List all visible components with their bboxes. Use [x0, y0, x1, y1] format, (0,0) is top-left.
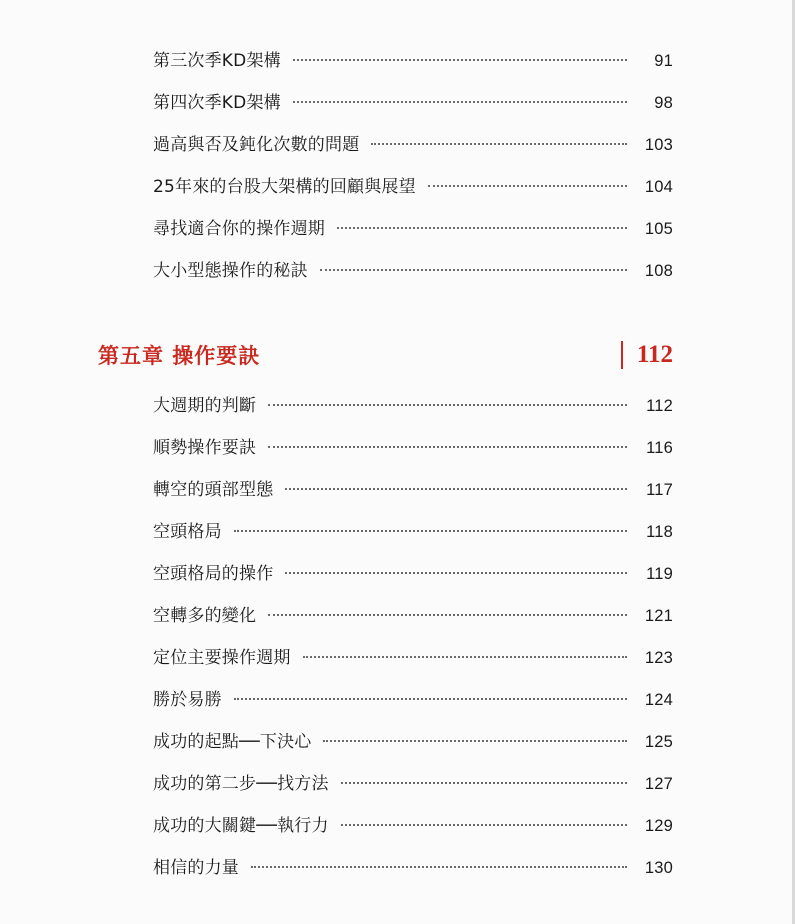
toc-entry[interactable]: [153, 166, 673, 208]
dot-leader: [337, 227, 627, 229]
entry-title: 勝於易勝: [153, 690, 222, 710]
entry-title: 尋找適合你的操作週期: [153, 219, 325, 239]
dot-leader: [251, 866, 627, 868]
entry-title: 空轉多的變化: [153, 606, 257, 626]
entry-title: 過高與否及鈍化次數的問題: [153, 135, 360, 155]
toc-entry[interactable]: [153, 124, 673, 166]
entry-title: 轉空的頭部型態: [153, 480, 274, 500]
toc-entry[interactable]: [153, 82, 673, 124]
toc-entry[interactable]: [153, 763, 673, 805]
dot-leader: [285, 572, 627, 574]
entry-page-number: 125: [644, 733, 673, 751]
toc-list-chapter-5: [153, 385, 673, 889]
toc-entry[interactable]: [153, 595, 673, 637]
entry-page-number: 104: [644, 178, 673, 196]
entry-page-number: 121: [644, 607, 673, 625]
dot-leader: [428, 185, 627, 187]
toc-entry[interactable]: [153, 469, 673, 511]
toc-entry[interactable]: [153, 511, 673, 553]
entry-title: 空頭格局: [153, 522, 222, 542]
toc-entry[interactable]: [153, 208, 673, 250]
dot-leader: [268, 446, 627, 448]
toc-entry[interactable]: [153, 805, 673, 847]
dot-leader: [293, 101, 627, 103]
dot-leader: [303, 656, 627, 658]
toc-entry[interactable]: [153, 427, 673, 469]
entry-title: 空頭格局的操作: [153, 564, 274, 584]
chapter-title: 第五章 操作要訣: [98, 343, 261, 368]
toc-entry[interactable]: [153, 553, 673, 595]
entry-title: 大週期的判斷: [153, 396, 257, 416]
dot-leader: [293, 59, 627, 61]
dot-leader: [234, 698, 627, 700]
entry-title: 第四次季KD架構: [153, 93, 281, 113]
toc-entry[interactable]: [153, 385, 673, 427]
toc-list-previous-chapter: [153, 40, 673, 292]
entry-page-number: 124: [644, 691, 673, 709]
entry-title: 大小型態操作的秘訣: [153, 261, 308, 281]
dot-leader: [371, 143, 627, 145]
entry-page-number: 116: [646, 439, 673, 457]
chapter-heading[interactable]: [98, 336, 673, 374]
entry-page-number: 91: [654, 52, 673, 70]
dot-leader: [268, 614, 627, 616]
toc-entry[interactable]: [153, 847, 673, 889]
entry-title: 順勢操作要訣: [153, 438, 257, 458]
dot-leader: [341, 782, 627, 784]
dot-leader: [320, 269, 627, 271]
entry-page-number: 119: [646, 565, 673, 583]
entry-title: 25年來的台股大架構的回顧與展望: [153, 177, 416, 197]
toc-entry[interactable]: [153, 637, 673, 679]
dot-leader: [341, 824, 627, 826]
entry-page-number: 103: [644, 136, 673, 154]
entry-page-number: 123: [644, 649, 673, 667]
entry-page-number: 117: [646, 481, 673, 499]
entry-title: 成功的第二步──找方法: [153, 774, 329, 794]
toc-entry[interactable]: [153, 721, 673, 763]
entry-page-number: 98: [654, 94, 673, 112]
entry-page-number: 127: [644, 775, 673, 793]
entry-title: 成功的大關鍵──執行力: [153, 816, 329, 836]
entry-title: 定位主要操作週期: [153, 648, 291, 668]
toc-entry[interactable]: [153, 250, 673, 292]
toc-entry[interactable]: [153, 40, 673, 82]
dot-leader: [268, 404, 627, 406]
dot-leader: [285, 488, 627, 490]
chapter-page-number: 112: [636, 341, 673, 368]
chapter-divider-bar: [621, 341, 623, 369]
dot-leader: [234, 530, 627, 532]
entry-page-number: 105: [644, 220, 673, 238]
entry-page-number: 112: [646, 397, 673, 415]
entry-title: 第三次季KD架構: [153, 51, 281, 71]
entry-page-number: 129: [644, 817, 673, 835]
toc-entry[interactable]: [153, 679, 673, 721]
dot-leader: [323, 740, 627, 742]
entry-page-number: 130: [644, 859, 673, 877]
entry-title: 成功的起點──下決心: [153, 732, 312, 752]
entry-page-number: 118: [646, 523, 673, 541]
entry-title: 相信的力量: [153, 858, 239, 878]
entry-page-number: 108: [644, 262, 673, 280]
